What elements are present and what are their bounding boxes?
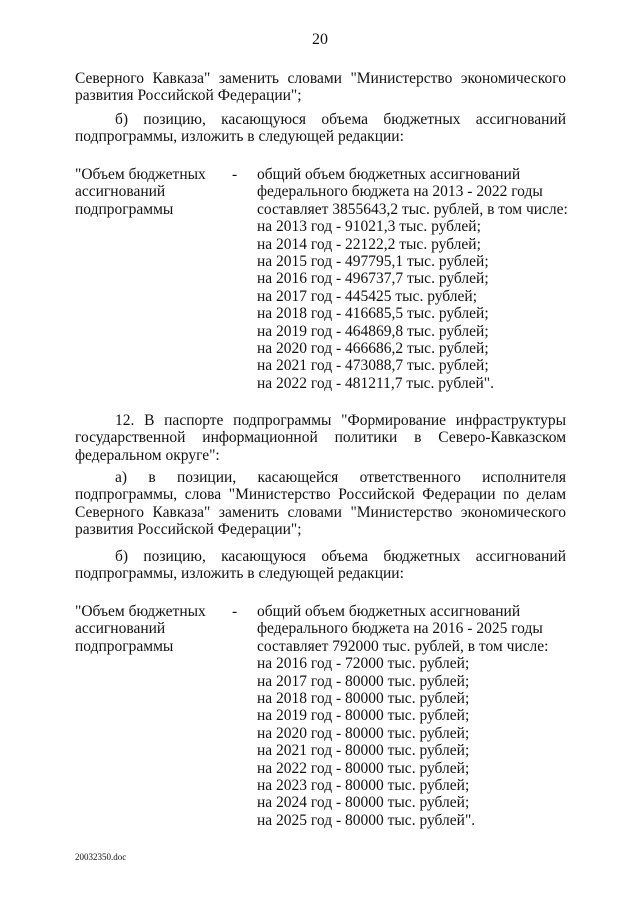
text-line: федеральном округе": [75,446,220,464]
text-line: развития Российской Федерации"; [75,87,302,105]
paragraph-12-b [75,548,566,583]
text-line: подпрограммы, изложить в следующей редакции: [75,565,404,583]
label-line: "Объем бюджетных [75,166,206,183]
value-line: на 2022 год - 481211,7 тыс. рублей". [257,374,494,392]
value-line: на 2020 год - 80000 тыс. рублей; [257,724,470,742]
value-line: на 2016 год - 72000 тыс. рублей; [257,655,470,673]
text-line: б) позицию, касающуюся объема бюджетных ассигнований [115,111,566,128]
paragraph-12 [75,412,566,464]
paragraph-item-b-1 [75,111,566,146]
text-line: Северного Кавказа" заменить словами "Министерство экономического [75,70,566,87]
value-line: на 2015 год - 497795,1 тыс. рублей; [257,253,489,271]
label-line: подпрограммы [75,200,174,218]
value-line: на 2020 год - 466686,2 тыс. рублей; [257,340,489,358]
text-line: а) в позиции, касающейся ответственного исполнителя [115,469,566,486]
text-line: государственной информационной политики в Северо-Кавказском [75,429,566,447]
value-line: составляет 792000 тыс. рублей, в том числе: [257,637,549,655]
value-line: на 2021 год - 80000 тыс. рублей; [257,742,470,760]
budget-values-1 [257,166,577,392]
dash: - [232,166,238,183]
label-line: ассигнований [75,620,166,638]
text-line: подпрограммы, изложить в следующей редакции: [75,128,404,146]
value-line: на 2022 год - 80000 тыс. рублей; [257,759,470,777]
value-line: общий объем бюджетных ассигнований [257,603,521,620]
value-line: общий объем бюджетных ассигнований [257,166,521,183]
budget-values-2 [257,603,577,829]
label-line: ассигнований [75,183,166,201]
value-line: федерального бюджета на 2013 - 2022 годы [257,183,543,201]
page-number: 20 [312,31,328,48]
value-line: на 2024 год - 80000 тыс. рублей; [257,794,470,812]
value-line: на 2016 год - 496737,7 тыс. рублей; [257,270,489,288]
value-line: на 2018 год - 80000 тыс. рублей; [257,690,470,708]
document-filename: 20032350.doc [75,852,127,862]
value-line: на 2018 год - 416685,5 тыс. рублей; [257,305,489,323]
paragraph-intro [75,70,566,105]
budget-label-2 [75,603,225,655]
value-line: на 2019 год - 80000 тыс. рублей; [257,707,470,725]
label-line: подпрограммы [75,637,174,655]
value-line: на 2017 год - 445425 тыс. рублей; [257,287,477,305]
value-line: на 2025 год - 80000 тыс. рублей". [257,811,476,829]
value-line: на 2014 год - 22122,2 тыс. рублей; [257,235,481,253]
value-line: федерального бюджета на 2016 - 2025 годы [257,620,543,638]
value-line: на 2023 год - 80000 тыс. рублей; [257,777,470,795]
text-line: Северного Кавказа" заменить словами "Министерство экономического [75,503,566,521]
dash: - [232,603,238,620]
value-line: на 2019 год - 464869,8 тыс. рублей; [257,322,489,340]
paragraph-12-a [75,469,566,539]
value-line: составляет 3855643,2 тыс. рублей, в том числе: [257,200,568,218]
value-line: на 2021 год - 473088,7 тыс. рублей; [257,357,489,375]
text-line: развития Российской Федерации"; [75,521,302,539]
value-line: на 2017 год - 80000 тыс. рублей; [257,672,470,690]
text-line: 12. В паспорте подпрограммы "Формирование инфраструктуры [115,412,566,429]
text-line: б) позицию, касающуюся объема бюджетных ассигнований [115,548,566,565]
value-line: на 2013 год - 91021,3 тыс. рублей; [257,218,481,236]
label-line: "Объем бюджетных [75,603,206,620]
text-line: подпрограммы, слова "Министерство Российской Федерации по делам [75,486,566,504]
budget-label-1 [75,166,225,218]
